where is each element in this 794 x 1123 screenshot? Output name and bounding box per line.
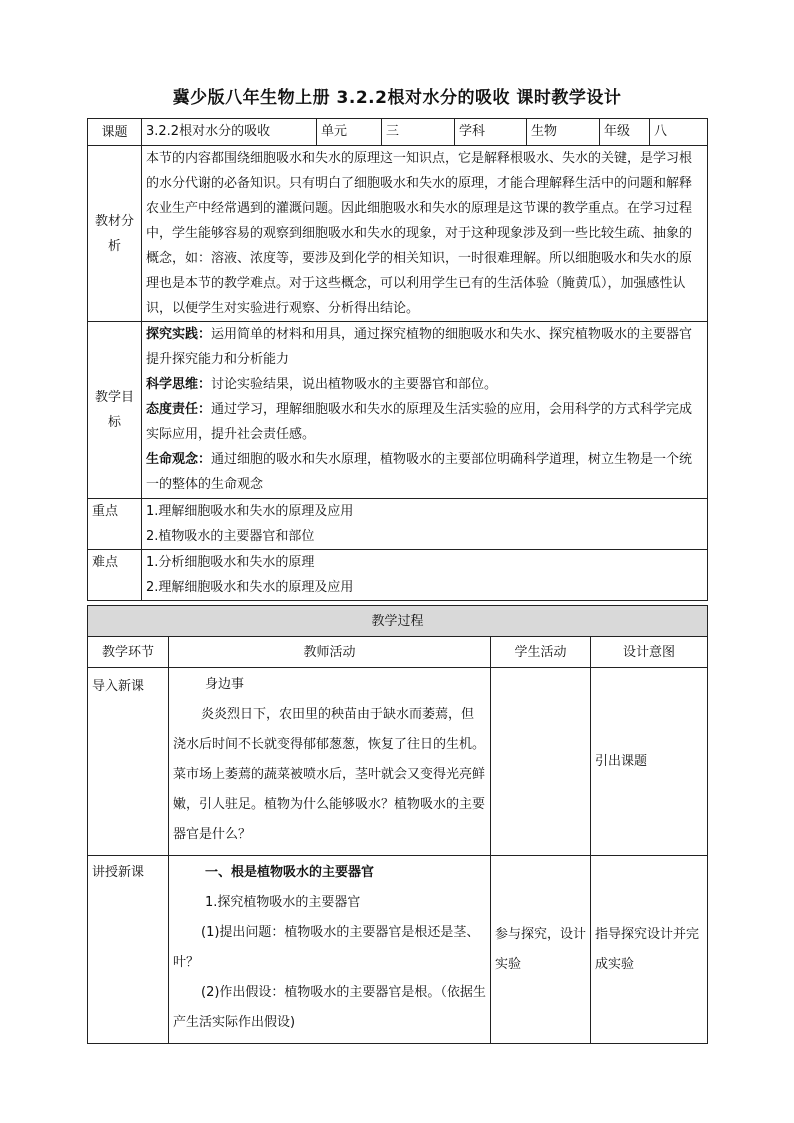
objective-item: 科学思维：讨论实验结果，说出植物吸水的主要器官和部位。	[146, 377, 498, 392]
key-points-list	[142, 499, 708, 550]
subject-value: 生物	[527, 119, 600, 146]
process-title: 教学过程	[88, 606, 708, 637]
section-heading: 一、根是植物吸水的主要器官	[205, 865, 375, 880]
objectives-list	[142, 322, 708, 499]
page-title: 冀少版八年生物上册 3.2.2根对水分的吸收 课时教学设计	[172, 88, 622, 108]
stage-new: 讲授新课	[88, 856, 169, 1044]
stage-intro: 导入新课	[88, 668, 169, 856]
key-points-label: 重点	[88, 499, 142, 550]
intro-text: 炎炎烈日下，农田里的秧苗由于缺水而萎蔫，但浇水后时间不长就变得郁郁葱葱，恢复了往日的生机。菜市场上萎蔫的蔬菜被喷水后，茎叶就会又变得光亮鲜嫩，引人驻足。植物为什么能够吸水？植物吸水的主要器官是什么？	[173, 707, 486, 842]
difficulties-label: 难点	[88, 550, 142, 601]
analysis-text: 本节的内容都围绕细胞吸水和失水的原理这一知识点，它是解释根吸水、失水的关键，是学习根的水分代谢的必备知识。只有明白了细胞吸水和失水的原理，才能合理解释生活中的问题和解释农业生产中经常遇到的灌溉问题。因此细胞吸水和失水的原理是这节课的教学重点。在学习过程中，学生能够容易的观察到细胞吸水和失水的现象，对于这种现象涉及到一些比较生疏、抽象的概念，如：溶液、浓度等，要涉及到化学的相关知识，一时很难理解。所以细胞吸水和失水的原理也是本节的教学难点。对于这些概念，可以利用学生已有的生活体验（腌黄瓜），加强感性认识，以便学生对实验进行观察、分析得出结论。	[142, 146, 708, 322]
objective-item: 生命观念：通过细胞的吸水和失水原理，植物吸水的主要部位明确科学道理，树立生物是一个统一的整体的生命观念	[146, 452, 693, 492]
teacher-activity-intro	[169, 668, 491, 856]
objective-item: 态度责任：通过学习，理解细胞吸水和失水的原理及生活实验的应用，会用科学的方式科学完成实际应用，提升社会责任感。	[146, 402, 693, 442]
design-intent-new: 指导探究设计并完成实验	[591, 856, 708, 1044]
topic-value: 3.2.2根对水分的吸收	[142, 119, 317, 146]
analysis-label: 教材分析	[88, 146, 142, 322]
student-activity-new: 参与探究，设计实验	[491, 856, 591, 1044]
unit-value: 三	[382, 119, 455, 146]
header-stage: 教学环节	[88, 637, 169, 668]
student-activity-intro	[491, 668, 591, 856]
key-point-item: 2.植物吸水的主要器官和部位	[146, 529, 315, 544]
grade-label: 年级	[600, 119, 650, 146]
subject-label: 学科	[455, 119, 527, 146]
hypothesis-paragraph: (2)作出假设：植物吸水的主要器官是根。（依据生产生活实际作出假设)	[173, 985, 486, 1030]
section-sub: 1.探究植物吸水的主要器官	[205, 895, 361, 910]
header-student: 学生活动	[491, 637, 591, 668]
teaching-process-table	[87, 605, 708, 1044]
objective-item: 探究实践：运用简单的材料和用具，通过探究植物的细胞吸水和失水、探究植物吸水的主要器官提升探究能力和分析能力	[146, 327, 693, 367]
difficulty-item: 1.分析细胞吸水和失水的原理	[146, 555, 315, 570]
teacher-activity-new	[169, 856, 491, 1044]
intro-title: 身边事	[205, 677, 245, 692]
design-intent-intro: 引出课题	[591, 668, 708, 856]
lesson-info-table	[87, 118, 708, 601]
topic-label: 课题	[88, 119, 142, 146]
header-intent: 设计意图	[591, 637, 708, 668]
key-point-item: 1.理解细胞吸水和失水的原理及应用	[146, 504, 354, 519]
question-paragraph: (1)提出问题：植物吸水的主要器官是根还是茎、叶？	[173, 925, 480, 970]
difficulties-list	[142, 550, 708, 601]
difficulty-item: 2.理解细胞吸水和失水的原理及应用	[146, 580, 354, 595]
objectives-label: 教学目标	[88, 322, 142, 499]
header-teacher: 教师活动	[169, 637, 491, 668]
grade-value: 八	[650, 119, 708, 146]
unit-label: 单元	[317, 119, 382, 146]
